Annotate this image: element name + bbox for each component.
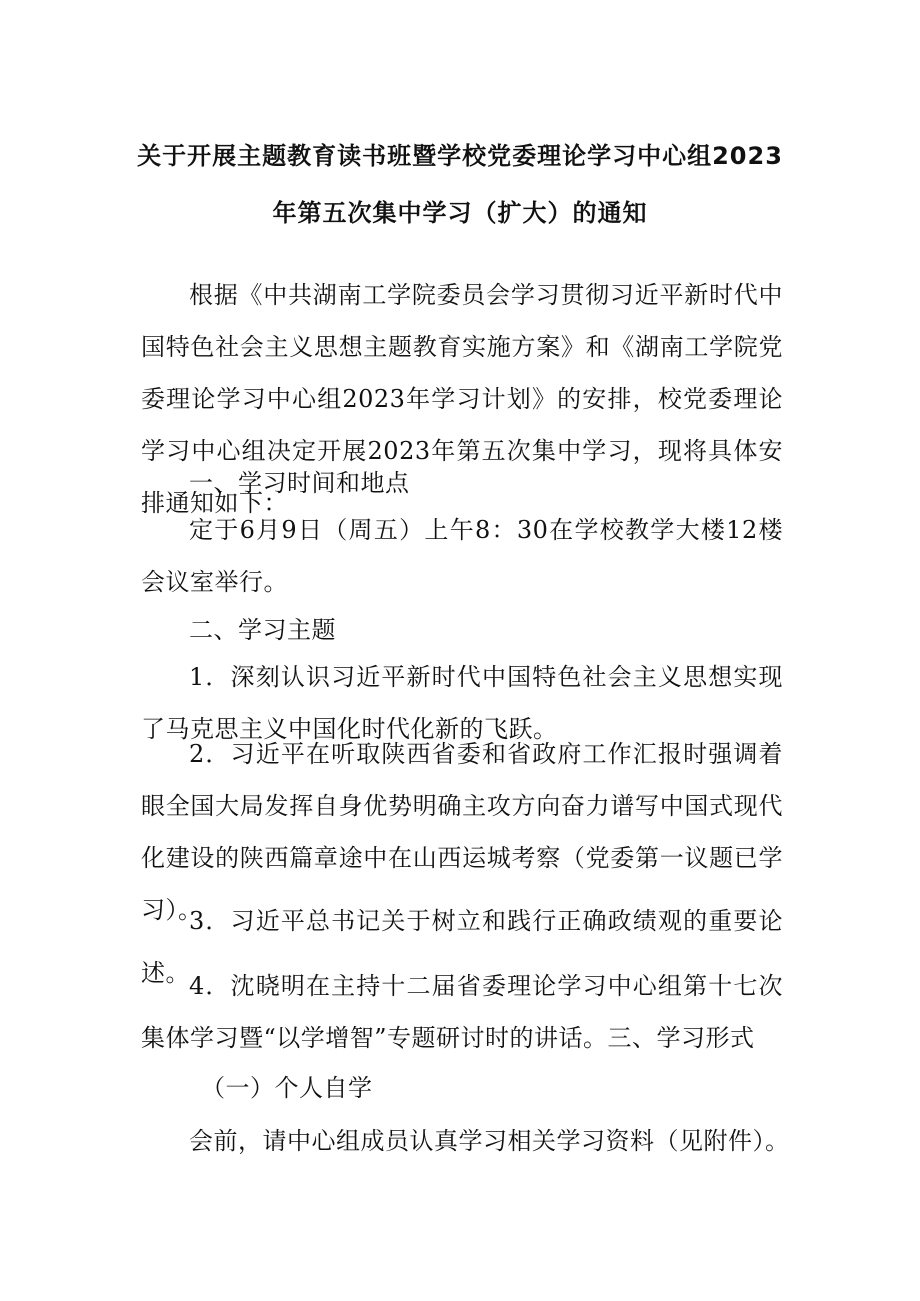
time-location-paragraph: 定于6月9日（周五）上午8：30在学校教学大楼12楼会议室举行。 bbox=[141, 516, 783, 596]
self-study-paragraph: 会前，请中心组成员认真学习相关学习资料（见附件）。 bbox=[189, 1127, 790, 1155]
section-heading-study-topics: 二、学习主题 bbox=[189, 616, 336, 644]
topic-item-2: 2．习近平在听取陕西省委和省政府工作汇报时强调着眼全国大局发挥自身优势明确主攻方向奋力谱写中国式现代化建设的陕西篇章途中在山西运城考察（党委第一议题已学习）。 bbox=[141, 740, 783, 924]
document-title-line-1: 关于开展主题教育读书班暨学校党委理论学习中心组2023 bbox=[137, 142, 783, 170]
topic-item-1: 1．深刻认识习近平新时代中国特色社会主义思想实现了马克思主义中国化时代化新的飞跃。 bbox=[141, 663, 783, 743]
section-heading-time-location: 一、学习时间和地点 bbox=[189, 469, 410, 497]
intro-paragraph: 根据《中共湖南工学院委员会学习贯彻习近平新时代中国特色社会主义思想主题教育实施方案》和《湖南工学院党委理论学习中心组2023年学习计划》的安排，校党委理论学习中心组决定开展2023年第五次集中学习，现将具体安排通知如下： bbox=[141, 281, 783, 517]
topic-item-3: 3．习近平总书记关于树立和践行正确政绩观的重要论述。 bbox=[141, 907, 783, 987]
subsection-heading-self-study: （一）个人自学 bbox=[201, 1074, 373, 1102]
topic-item-4: 4．沈晓明在主持十二届省委理论学习中心组第十七次集体学习暨“以学增智”专题研讨时的讲话。三、学习形式 bbox=[141, 972, 783, 1052]
document-title-line-2: 年第五次集中学习（扩大）的通知 bbox=[272, 199, 648, 227]
